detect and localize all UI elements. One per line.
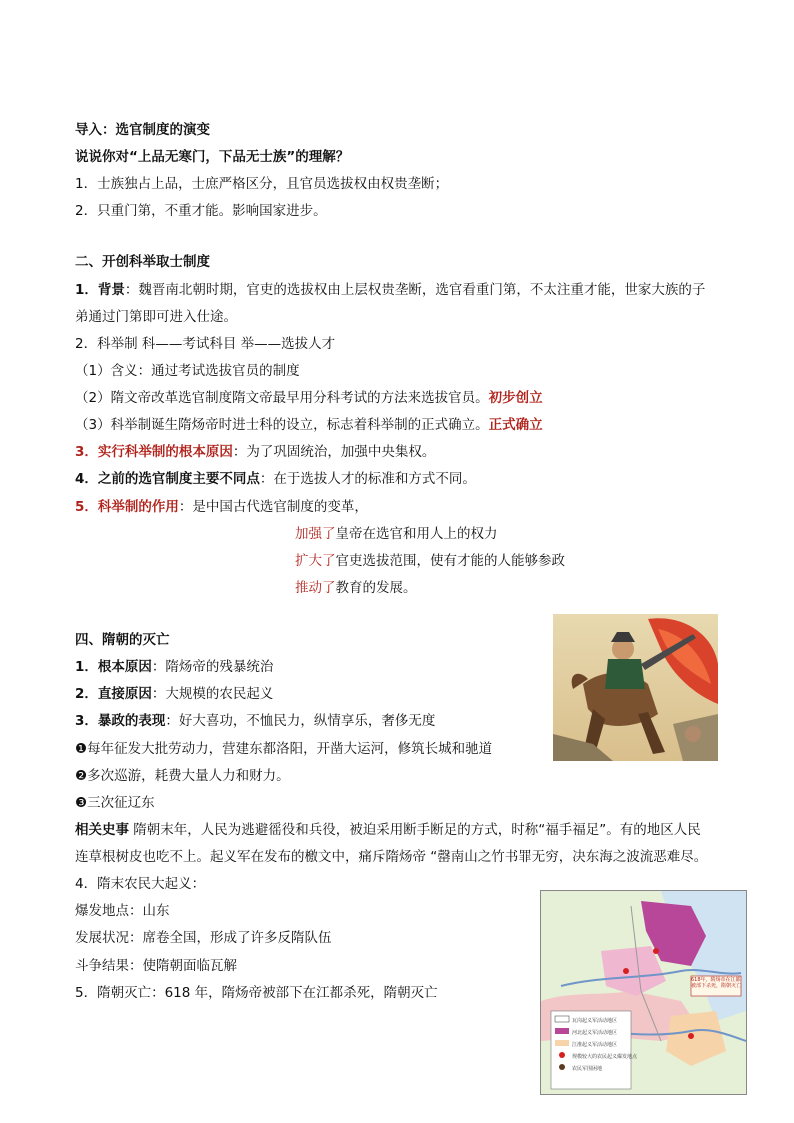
role-item-1 — [295, 524, 498, 544]
reason-line — [75, 442, 435, 462]
direct-cause-text: ：大规模的农民起义 — [151, 686, 274, 702]
sui-yangdi-tag: 正式确立 — [488, 417, 543, 433]
role-item-3-red: 推动了 — [295, 580, 336, 596]
map-legend-item: 江淮起义军活动地区 — [572, 1042, 618, 1048]
root-cause-line — [75, 657, 273, 677]
role-line — [75, 497, 368, 517]
role-item-2 — [295, 551, 565, 571]
role-item-2-red: 扩大了 — [295, 553, 336, 569]
direct-cause-label: 2．直接原因 — [75, 686, 152, 702]
story-line-1 — [75, 820, 701, 840]
root-cause-text: ：隋炀帝的残暴统治 — [151, 659, 274, 675]
background-line-1 — [75, 280, 705, 300]
sui-fall: 5．隋朝灭亡：618 年，隋炀帝被部下在江都杀死，隋朝灭亡 — [75, 985, 438, 1001]
role-item-3 — [295, 578, 417, 598]
sui-wendi-tag: 初步创立 — [488, 390, 543, 406]
uprising-place: 爆发地点：山东 — [75, 903, 170, 919]
map-legend-item: 河北起义军活动地区 — [572, 1030, 618, 1036]
warrior-painting — [553, 614, 718, 761]
tyranny-item-1: ❶每年征发大批劳动力，营建东都洛阳，开凿大运河，修筑长城和驰道 — [75, 741, 493, 757]
map-legend-item: 规模较大的农民起义爆发地点 — [572, 1054, 638, 1060]
difference-label: 4．之前的选官制度主要不同点 — [75, 471, 260, 487]
role-item-1-text: 皇帝在选官和用人上的权力 — [335, 526, 498, 542]
story-line-2: 连草根树皮也吃不上。起义军在发布的檄文中，痛斥隋炀帝 “罄南山之竹书罪无穷，决东海之波流恶难尽。 — [75, 849, 708, 865]
reason-text: ：为了巩固统治，加强中央集权。 — [232, 444, 436, 460]
uprising-progress: 发展状况：席卷全国，形成了许多反隋队伍 — [75, 930, 332, 946]
sui-yangdi-text: （3）科举制诞生隋炀帝时进士科的设立，标志着科举制的正式确立。 — [75, 417, 489, 433]
intro-heading: 导入：选官制度的演变 — [75, 122, 210, 138]
story-text-1: 隋朝末年，人民为逃避徭役和兵役，被迫采用断手断足的方式，时称“福手福足”。有的地区人民 — [129, 822, 701, 838]
reason-label: 3．实行科举制的根本原因 — [75, 444, 233, 460]
tyranny-text: ：好大喜功，不恤民力，纵情享乐，奢侈无度 — [165, 713, 436, 729]
intro-point-2: 2．只重门第，不重才能。影响国家进步。 — [75, 203, 327, 219]
sui-wendi-line — [75, 388, 543, 408]
section2-heading: 二、开创科举取士制度 — [75, 254, 210, 270]
map-legend-item: 瓦岗起义军活动地区 — [572, 1018, 618, 1024]
tyranny-item-3: ❸三次征辽东 — [75, 795, 155, 811]
sui-yangdi-line — [75, 415, 543, 435]
direct-cause-line — [75, 684, 273, 704]
keju-definition: 2．科举制 科——考试科目 举——选拔人才 — [75, 336, 336, 352]
role-item-1-red: 加强了 — [295, 526, 336, 542]
root-cause-label: 1．根本原因 — [75, 659, 152, 675]
role-label: 5．科举制的作用 — [75, 499, 179, 515]
intro-question: 说说你对“上品无寒门，下品无士族”的理解？ — [75, 149, 350, 165]
uprising-heading: 4．隋末农民大起义： — [75, 876, 206, 892]
sui-wendi-text: （2）隋文帝改革选官制度隋文帝最早用分科考试的方法来选拔官员。 — [75, 390, 489, 406]
map-legend-item: 农民军围困地 — [572, 1066, 603, 1072]
background-line-2: 弟通过门第即可进入仕途。 — [75, 309, 237, 325]
story-label: 相关史事 — [75, 822, 129, 838]
keju-meaning: （1）含义：通过考试选拔官员的制度 — [75, 363, 300, 379]
difference-line — [75, 469, 476, 489]
intro-point-1: 1．士族独占上品，士庶严格区分，且官员选拔权由权贵垄断； — [75, 176, 449, 192]
difference-text: ：在于选拔人才的标准和方式不同。 — [259, 471, 476, 487]
tyranny-label: 3．暴政的表现 — [75, 713, 166, 729]
map-annotation: 618年，隋炀帝在江都被部下杀死，隋朝灭亡 — [691, 977, 742, 989]
uprising-map — [540, 890, 747, 1095]
tyranny-item-2: ❷多次巡游，耗费大量人力和财力。 — [75, 768, 290, 784]
tyranny-line — [75, 711, 435, 731]
background-label: 1．背景 — [75, 282, 125, 298]
background-text-1: ：魏晋南北朝时期，官吏的选拔权由上层权贵垄断，选官看重门第，不太注重才能，世家大族的子 — [124, 282, 706, 298]
uprising-result: 斗争结果：使隋朝面临瓦解 — [75, 958, 237, 974]
section4-heading: 四、隋朝的灭亡 — [75, 632, 170, 648]
role-item-2-text: 官吏选拔范围，使有才能的人能够参政 — [335, 553, 565, 569]
role-item-3-text: 教育的发展。 — [335, 580, 417, 596]
map-legend — [572, 1015, 637, 1075]
role-text: ：是中国古代选官制度的变革， — [178, 499, 368, 515]
